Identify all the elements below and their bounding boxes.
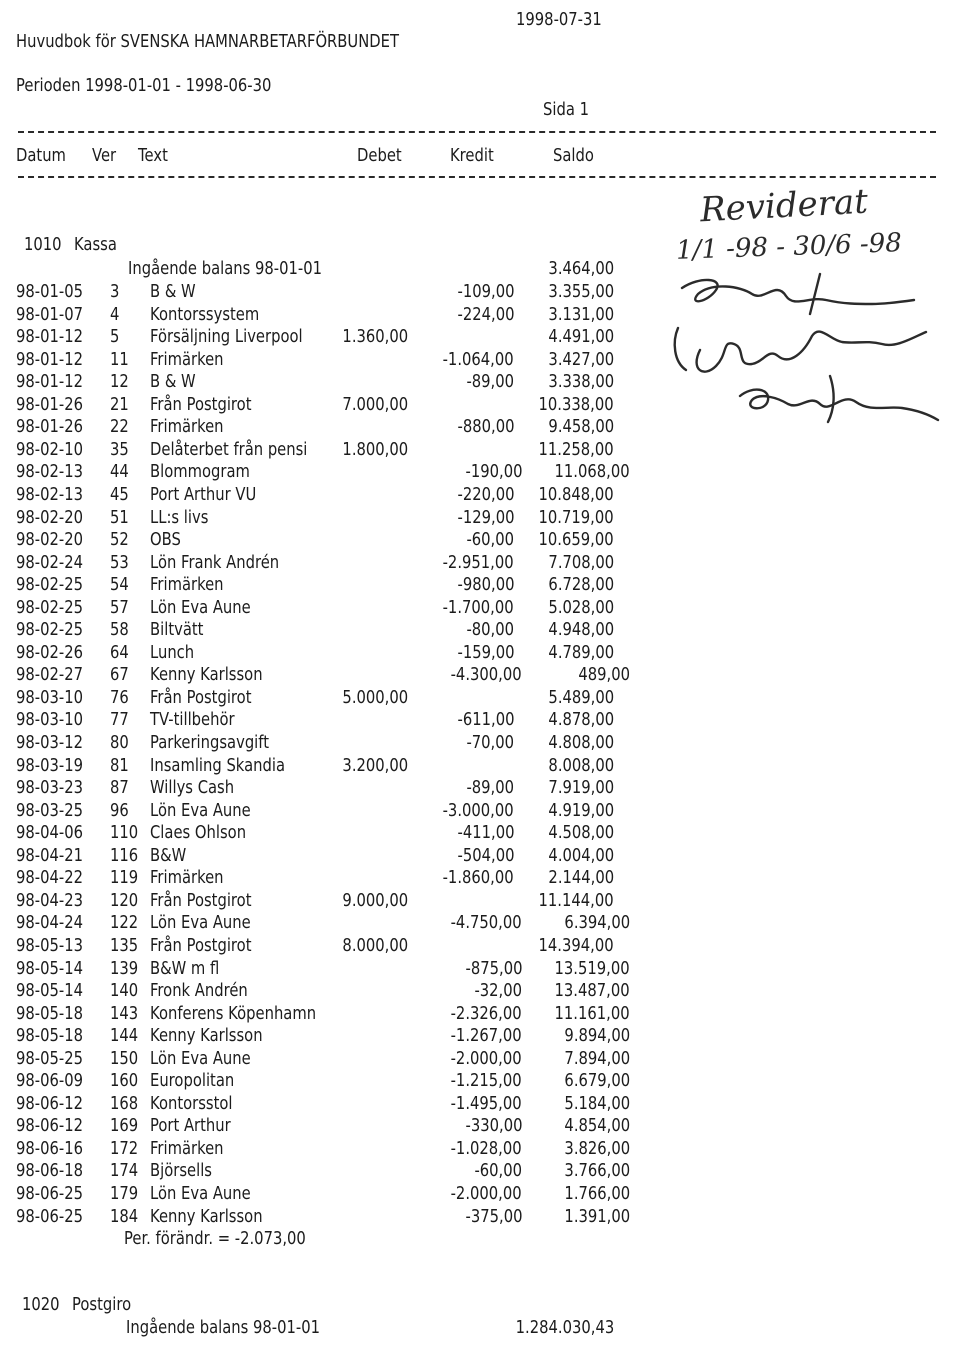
cell-debet: 1.800,00	[342, 438, 408, 460]
cell-kredit: -1.215,00	[450, 1070, 522, 1092]
table-row	[0, 643, 960, 666]
cell-debet: 8.000,00	[342, 934, 408, 956]
cell-ver: 3	[110, 281, 120, 302]
cell-ver: 87	[110, 777, 129, 799]
table-row	[0, 1116, 960, 1139]
cell-ver: 12	[110, 371, 129, 393]
cell-date: 98-05-13	[16, 934, 83, 956]
table-row	[0, 1049, 960, 1072]
cell-kredit: -89,00	[466, 777, 514, 799]
cell-text: B&W m fl	[150, 957, 220, 979]
cell-saldo: 11.258,00	[538, 438, 614, 460]
cell-text: Biltvätt	[150, 619, 204, 641]
cell-ver: 179	[110, 1183, 139, 1204]
cell-date: 98-05-18	[16, 1002, 83, 1024]
cell-ver: 21	[110, 393, 129, 415]
cell-text: Kontorssystem	[150, 303, 260, 325]
cell-date: 98-06-09	[16, 1070, 83, 1092]
cell-date: 98-06-12	[16, 1115, 83, 1137]
cell-ver: 11	[110, 348, 129, 370]
cell-date: 98-02-20	[16, 506, 83, 528]
cell-text: Försäljning Liverpool	[150, 326, 303, 348]
account-name: Kassa	[74, 234, 117, 255]
table-row	[0, 688, 960, 711]
cell-date: 98-02-26	[16, 641, 83, 663]
cell-text: Lön Eva Aune	[150, 912, 251, 934]
cell-kredit: -220,00	[457, 483, 514, 505]
cell-kredit: -80,00	[466, 619, 514, 641]
cell-saldo: 4.948,00	[548, 619, 614, 641]
cell-saldo: 9.894,00	[564, 1025, 630, 1047]
cell-kredit: -2.951,00	[442, 551, 514, 573]
cell-date: 98-02-25	[16, 596, 83, 618]
table-row	[0, 801, 960, 824]
cell-saldo: 7.708,00	[548, 551, 614, 573]
cell-date: 98-02-13	[16, 483, 83, 505]
cell-ver: 57	[110, 596, 129, 618]
cell-text: Claes Ohlson	[150, 822, 247, 844]
cell-saldo: 6.728,00	[548, 574, 614, 596]
cell-saldo: 4.508,00	[548, 822, 614, 844]
cell-ver: 53	[110, 551, 129, 573]
cell-saldo: 8.008,00	[548, 754, 614, 776]
cell-text: Från Postgirot	[150, 393, 252, 415]
cell-text: OBS	[150, 529, 181, 551]
column-header-kredit: Kredit	[450, 145, 494, 166]
column-header-text: Text	[138, 145, 168, 166]
cell-text: Lunch	[150, 641, 195, 663]
cell-ver: 35	[110, 438, 129, 460]
cell-debet: 1.360,00	[342, 326, 408, 348]
cell-text: Lön Eva Aune	[150, 799, 251, 821]
cell-date: 98-03-23	[16, 777, 83, 799]
cell-kredit: -875,00	[465, 957, 522, 979]
cell-kredit: -504,00	[457, 844, 514, 866]
table-row	[0, 508, 960, 531]
cell-ver: 44	[110, 461, 129, 483]
cell-ver: 4	[110, 303, 120, 325]
cell-debet: 7.000,00	[342, 393, 408, 415]
separator-top	[18, 131, 936, 133]
cell-kredit: -411,00	[457, 822, 514, 844]
cell-date: 98-06-25	[16, 1205, 83, 1227]
table-row	[0, 598, 960, 621]
account-number: 1010	[24, 234, 62, 255]
cell-ver: 174	[110, 1160, 139, 1182]
cell-ver: 120	[110, 889, 139, 911]
cell-kredit: -1.700,00	[442, 596, 514, 618]
cell-saldo: 10.848,00	[538, 483, 614, 505]
cell-date: 98-04-24	[16, 912, 83, 934]
cell-kredit: -1.028,00	[450, 1137, 522, 1159]
cell-kredit: -190,00	[465, 461, 522, 483]
period-range: Perioden 1998-01-01 - 1998-06-30	[16, 75, 272, 96]
table-row	[0, 913, 960, 936]
cell-saldo: 1.391,00	[564, 1205, 630, 1227]
cell-date: 98-02-25	[16, 619, 83, 641]
cell-saldo: 4.919,00	[548, 799, 614, 821]
cell-text: Från Postgirot	[150, 889, 252, 911]
cell-ver: 67	[110, 664, 129, 686]
cell-text: Lön Eva Aune	[150, 1047, 251, 1069]
cell-saldo: 11.068,00	[554, 461, 630, 483]
cell-kredit: -32,00	[474, 980, 522, 1002]
cell-text: Kontorsstol	[150, 1092, 233, 1114]
table-row	[0, 778, 960, 801]
cell-date: 98-06-12	[16, 1092, 83, 1114]
table-row	[0, 1026, 960, 1049]
cell-text: B&W	[150, 844, 187, 866]
cell-kredit: -109,00	[457, 281, 514, 302]
table-row	[0, 756, 960, 779]
table-row	[0, 981, 960, 1004]
cell-ver: 80	[110, 732, 129, 753]
cell-ver: 184	[110, 1205, 139, 1227]
cell-saldo: 7.919,00	[548, 777, 614, 799]
cell-text: TV-tillbehör	[150, 709, 235, 731]
cell-ver: 58	[110, 619, 129, 641]
cell-saldo: 4.854,00	[564, 1115, 630, 1137]
cell-text: Lön Eva Aune	[150, 1183, 251, 1204]
cell-ver: 169	[110, 1115, 139, 1137]
cell-saldo: 4.004,00	[548, 844, 614, 866]
table-row	[0, 1161, 960, 1184]
cell-text: Insamling Skandia	[150, 754, 286, 776]
cell-kredit: -1.267,00	[450, 1025, 522, 1047]
cell-saldo: 10.338,00	[538, 393, 614, 415]
cell-kredit: -2.000,00	[450, 1183, 522, 1204]
cell-ver: 110	[110, 822, 139, 844]
cell-ver: 172	[110, 1137, 139, 1159]
cell-ver: 96	[110, 799, 129, 821]
cell-date: 98-01-05	[16, 281, 83, 302]
cell-saldo: 13.487,00	[554, 980, 630, 1002]
cell-ver: 52	[110, 529, 129, 551]
cell-text: Willys Cash	[150, 777, 235, 799]
opening-balance-value: 3.464,00	[548, 258, 614, 279]
cell-ver: 22	[110, 416, 129, 438]
cell-saldo: 3.826,00	[564, 1137, 630, 1159]
cell-ver: 143	[110, 1002, 139, 1024]
cell-ver: 116	[110, 844, 139, 866]
cell-saldo: 6.394,00	[564, 912, 630, 934]
cell-text: Blommogram	[150, 461, 250, 483]
cell-debet: 9.000,00	[342, 889, 408, 911]
cell-date: 98-05-25	[16, 1047, 83, 1069]
cell-ver: 77	[110, 709, 129, 731]
cell-date: 98-02-13	[16, 461, 83, 483]
report-title: Huvudbok för SVENSKA HAMNARBETARFÖRBUNDET	[16, 31, 399, 52]
cell-saldo: 4.491,00	[548, 326, 614, 348]
table-row	[0, 665, 960, 688]
cell-date: 98-04-23	[16, 889, 83, 911]
cell-ver: 139	[110, 957, 139, 979]
table-row	[0, 1094, 960, 1117]
cell-date: 98-02-25	[16, 574, 83, 596]
cell-text: Port Arthur VU	[150, 483, 257, 505]
cell-saldo: 4.789,00	[548, 641, 614, 663]
table-row	[0, 620, 960, 643]
cell-kredit: -60,00	[474, 1160, 522, 1182]
cell-ver: 135	[110, 934, 139, 956]
table-row	[0, 440, 960, 463]
cell-text: Björsells	[150, 1160, 212, 1182]
cell-saldo: 3.131,00	[548, 303, 614, 325]
cell-date: 98-03-25	[16, 799, 83, 821]
cell-kredit: -330,00	[465, 1115, 522, 1137]
cell-ver: 54	[110, 574, 129, 596]
cell-text: Från Postgirot	[150, 934, 252, 956]
cell-date: 98-01-12	[16, 371, 83, 393]
cell-saldo: 3.355,00	[548, 281, 614, 302]
table-row	[0, 530, 960, 553]
cell-kredit: -1.495,00	[450, 1092, 522, 1114]
cell-saldo: 5.184,00	[564, 1092, 630, 1114]
cell-ver: 81	[110, 754, 129, 776]
table-row	[0, 710, 960, 733]
cell-date: 98-05-18	[16, 1025, 83, 1047]
cell-ver: 144	[110, 1025, 139, 1047]
cell-saldo: 489,00	[578, 664, 630, 686]
cell-date: 98-02-24	[16, 551, 83, 573]
cell-text: Frimärken	[150, 416, 224, 438]
cell-saldo: 1.766,00	[564, 1183, 630, 1204]
cell-saldo: 11.144,00	[538, 889, 614, 911]
opening-balance-label: Ingående balans 98-01-01	[128, 258, 322, 279]
cell-date: 98-06-16	[16, 1137, 83, 1159]
cell-saldo: 13.519,00	[554, 957, 630, 979]
cell-saldo: 10.659,00	[538, 529, 614, 551]
table-row	[0, 1184, 960, 1207]
cell-text: B & W	[150, 281, 196, 302]
cell-text: Parkeringsavgift	[150, 732, 270, 753]
cell-kredit: -89,00	[466, 371, 514, 393]
account-number: 1020	[22, 1294, 60, 1315]
cell-ver: 119	[110, 867, 139, 889]
cell-date: 98-01-12	[16, 348, 83, 370]
cell-date: 98-03-10	[16, 686, 83, 708]
cell-ver: 122	[110, 912, 139, 934]
cell-text: Lön Eva Aune	[150, 596, 251, 618]
cell-saldo: 5.028,00	[548, 596, 614, 618]
cell-kredit: -2.326,00	[450, 1002, 522, 1024]
cell-saldo: 11.161,00	[554, 1002, 630, 1024]
cell-date: 98-04-21	[16, 844, 83, 866]
column-header-saldo: Saldo	[553, 145, 594, 166]
cell-date: 98-01-26	[16, 416, 83, 438]
cell-text: Konferens Köpenhamn	[150, 1002, 317, 1024]
table-row	[0, 485, 960, 508]
cell-saldo: 5.489,00	[548, 686, 614, 708]
cell-ver: 51	[110, 506, 129, 528]
cell-date: 98-01-07	[16, 303, 83, 325]
cell-kredit: -4.300,00	[450, 664, 522, 686]
table-row	[0, 1207, 960, 1230]
table-row	[0, 733, 960, 756]
handwritten-title: Reviderat	[699, 181, 869, 231]
column-header-datum: Datum	[16, 145, 66, 166]
cell-kredit: -159,00	[457, 641, 514, 663]
cell-text: Delåterbet från pensi	[150, 438, 308, 460]
cell-date: 98-03-12	[16, 732, 83, 753]
print-date: 1998-07-31	[516, 9, 602, 30]
table-row	[0, 462, 960, 485]
cell-kredit: -375,00	[465, 1205, 522, 1227]
cell-debet: 5.000,00	[342, 686, 408, 708]
table-row	[0, 1139, 960, 1162]
cell-kredit: -129,00	[457, 506, 514, 528]
cell-saldo: 3.338,00	[548, 371, 614, 393]
cell-text: Kenny Karlsson	[150, 1205, 263, 1227]
table-row	[0, 553, 960, 576]
table-row	[0, 959, 960, 982]
column-header-debet: Debet	[357, 145, 402, 166]
cell-ver: 45	[110, 483, 129, 505]
table-row	[0, 575, 960, 598]
cell-kredit: -980,00	[457, 574, 514, 596]
table-row	[0, 823, 960, 846]
cell-saldo: 3.766,00	[564, 1160, 630, 1182]
cell-date: 98-04-06	[16, 822, 83, 844]
opening-balance-label: Ingående balans 98-01-01	[126, 1317, 320, 1338]
cell-kredit: -880,00	[457, 416, 514, 438]
column-header-ver: Ver	[92, 145, 117, 166]
cell-date: 98-02-27	[16, 664, 83, 686]
cell-text: Kenny Karlsson	[150, 664, 263, 686]
cell-ver: 5	[110, 326, 120, 348]
table-row	[0, 936, 960, 959]
cell-saldo: 2.144,00	[548, 867, 614, 889]
cell-kredit: -611,00	[457, 709, 514, 731]
table-row	[0, 1071, 960, 1094]
cell-text: Frimärken	[150, 348, 224, 370]
cell-kredit: -3.000,00	[442, 799, 514, 821]
cell-ver: 140	[110, 980, 139, 1002]
cell-text: Port Arthur	[150, 1115, 231, 1137]
table-row	[0, 891, 960, 914]
cell-text: Fronk Andrén	[150, 980, 248, 1002]
cell-ver: 168	[110, 1092, 139, 1114]
cell-saldo: 14.394,00	[538, 934, 614, 956]
cell-kredit: -1.064,00	[442, 348, 514, 370]
cell-date: 98-05-14	[16, 980, 83, 1002]
cell-text: LL:s livs	[150, 506, 209, 528]
opening-balance-value: 1.284.030,43	[515, 1317, 614, 1338]
cell-saldo: 7.894,00	[564, 1047, 630, 1069]
handwritten-dates: 1/1 -98 - 30/6 -98	[675, 228, 903, 266]
cell-date: 98-06-25	[16, 1183, 83, 1204]
cell-saldo: 4.808,00	[548, 732, 614, 753]
table-row	[0, 868, 960, 891]
period-change: Per. förändr. = -2.073,00	[124, 1228, 306, 1249]
cell-saldo: 4.878,00	[548, 709, 614, 731]
cell-kredit: -4.750,00	[450, 912, 522, 934]
cell-date: 98-01-26	[16, 393, 83, 415]
cell-text: Kenny Karlsson	[150, 1025, 263, 1047]
cell-date: 98-01-12	[16, 326, 83, 348]
cell-kredit: -224,00	[457, 303, 514, 325]
cell-date: 98-05-14	[16, 957, 83, 979]
cell-ver: 160	[110, 1070, 139, 1092]
cell-ver: 76	[110, 686, 129, 708]
table-row	[0, 1004, 960, 1027]
cell-text: Lön Frank Andrén	[150, 551, 280, 573]
cell-kredit: -1.860,00	[442, 867, 514, 889]
cell-ver: 150	[110, 1047, 139, 1069]
cell-text: Från Postgirot	[150, 686, 252, 708]
cell-date: 98-03-10	[16, 709, 83, 731]
cell-saldo: 6.679,00	[564, 1070, 630, 1092]
signatures-image	[660, 270, 950, 430]
cell-text: Europolitan	[150, 1070, 235, 1092]
cell-date: 98-02-10	[16, 438, 83, 460]
page-number: Sida 1	[543, 99, 589, 120]
cell-ver: 64	[110, 641, 129, 663]
cell-kredit: -60,00	[466, 529, 514, 551]
cell-debet: 3.200,00	[342, 754, 408, 776]
cell-kredit: -2.000,00	[450, 1047, 522, 1069]
cell-date: 98-03-19	[16, 754, 83, 776]
cell-date: 98-06-18	[16, 1160, 83, 1182]
cell-text: Frimärken	[150, 1137, 224, 1159]
cell-date: 98-02-20	[16, 529, 83, 551]
cell-kredit: -70,00	[466, 732, 514, 753]
separator-bottom	[18, 176, 936, 178]
cell-saldo: 9.458,00	[548, 416, 614, 438]
cell-text: Frimärken	[150, 574, 224, 596]
cell-text: B & W	[150, 371, 196, 393]
cell-saldo: 10.719,00	[538, 506, 614, 528]
account-name: Postgiro	[72, 1294, 132, 1315]
cell-saldo: 3.427,00	[548, 348, 614, 370]
cell-text: Frimärken	[150, 867, 224, 889]
table-row	[0, 846, 960, 869]
cell-date: 98-04-22	[16, 867, 83, 889]
